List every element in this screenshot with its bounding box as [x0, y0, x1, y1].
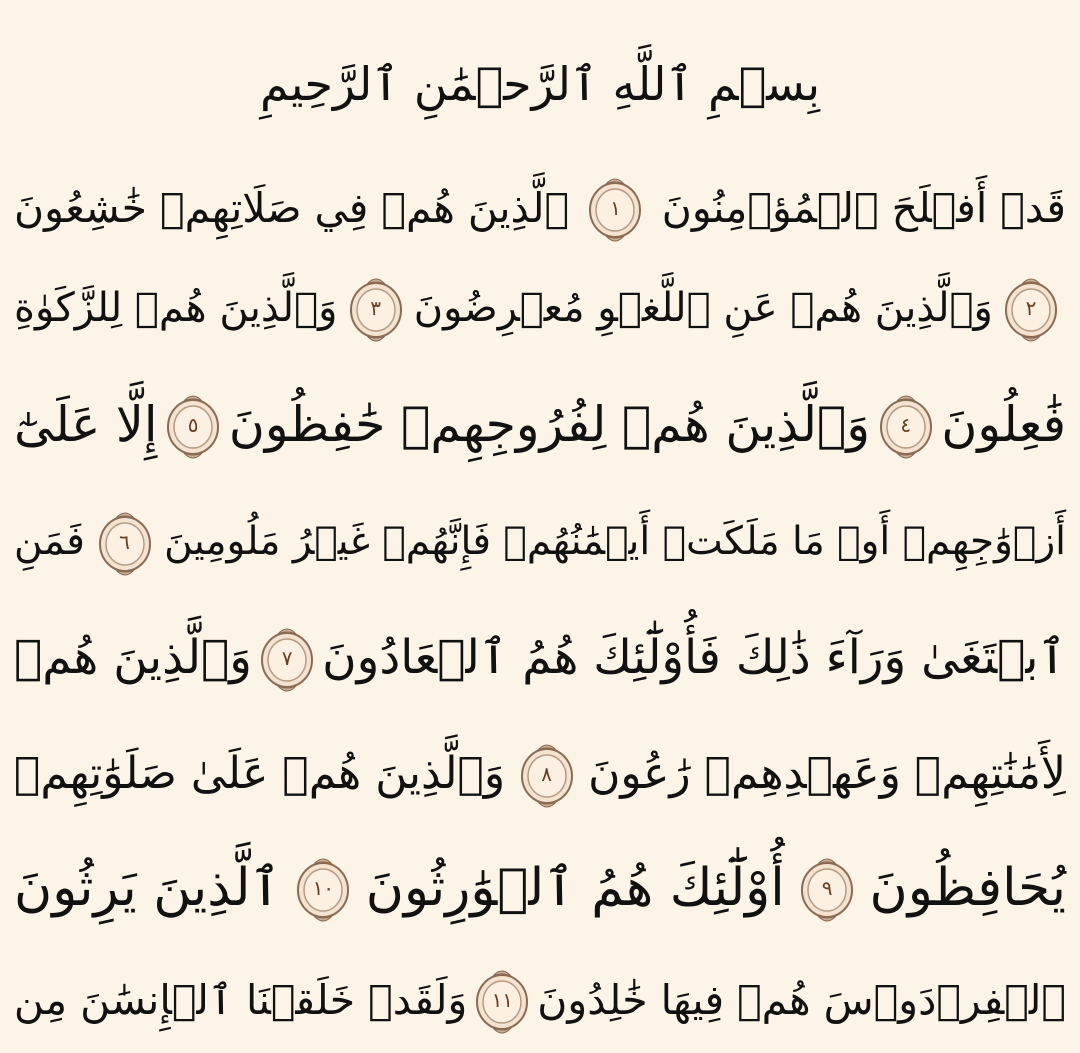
verse-line: [14, 724, 1066, 824]
ayah-number-marker: [518, 738, 576, 810]
verse-text: فَٰعِلُونَ: [941, 396, 1066, 453]
verse-text: وَٱلَّذِينَ هُمۡ لِفُرُوجِهِمۡ حَٰفِظُونَ: [228, 396, 870, 453]
ayah-number-marker: [347, 272, 405, 344]
verse-text: وَٱلَّذِينَ هُمۡ لِلزَّكَوٰةِ: [14, 285, 338, 331]
verse-text: وَلَقَدۡ خَلَقۡنَا ٱلۡإِنسَٰنَ مِن: [13, 976, 468, 1024]
ayah-number-marker: [1002, 272, 1060, 344]
ayah-number: ١١: [491, 988, 514, 1012]
verse-text: لِأَمَٰنَٰتِهِمۡ وَعَهۡدِهِمۡ رَٰعُونَ: [588, 748, 1066, 799]
verse-text: أَزۡوَٰجِهِمۡ أَوۡ مَا مَلَكَتۡ أَيۡمَٰنُهُمۡ فَإِنَّهُمۡ غَيۡرُ مَلُومِينَ: [164, 519, 1066, 564]
verse-text: ٱلَّذِينَ يَرِثُونَ: [14, 858, 281, 918]
verse-line: [14, 375, 1066, 475]
ayah-number-marker: [294, 852, 352, 924]
ayah-number: ١: [610, 196, 621, 220]
verse-text: فَمَنِ: [14, 519, 85, 564]
ayah-number-marker: [798, 852, 856, 924]
ayah-number: ٣: [370, 296, 381, 320]
ayah-number: ٨: [541, 762, 552, 786]
ayah-number-marker: [877, 389, 935, 461]
verse-text: وَٱلَّذِينَ هُمۡ عَلَىٰ صَلَوَٰتِهِمۡ: [14, 748, 506, 799]
verse-text: يُحَافِظُونَ: [869, 858, 1066, 918]
verse-line: [14, 158, 1066, 258]
verse-text: قَدۡ أَفۡلَحَ ٱلۡمُؤۡمِنُونَ: [661, 184, 1066, 232]
ayah-number: ٥: [187, 413, 199, 437]
verse-line: [14, 838, 1066, 938]
ayah-number: ١٠: [312, 876, 335, 900]
basmala: بِسۡمِ ٱللَّهِ ٱلرَّحۡمَٰنِ ٱلرَّحِيمِ: [259, 57, 821, 111]
ayah-number-marker: [96, 506, 154, 578]
verse-text: أُوْلَٰٓئِكَ هُمُ ٱلۡوَٰرِثُونَ: [365, 858, 785, 918]
ayah-number: ٤: [900, 413, 912, 437]
ayah-number-marker: [473, 964, 531, 1036]
verse-text: وَٱلَّذِينَ هُمۡ: [14, 630, 252, 685]
ayah-number-marker: [164, 389, 222, 461]
verse-line: [14, 950, 1066, 1050]
verse-text: إِلَّا عَلَىٰٓ: [14, 396, 158, 453]
verse-text: ٱلۡفِرۡدَوۡسَ هُمۡ فِيهَا خَٰلِدُونَ: [537, 976, 1066, 1024]
verse-line: [14, 258, 1066, 358]
ayah-number: ٩: [821, 876, 833, 900]
verse-text: وَٱلَّذِينَ هُمۡ عَنِ ٱللَّغۡوِ مُعۡرِضُونَ: [413, 285, 993, 331]
ayah-number: ٢: [1025, 296, 1037, 320]
ayah-number-marker: [586, 172, 644, 244]
verse-text: ٱبۡتَغَىٰ وَرَآءَ ذَٰلِكَ فَأُوْلَٰٓئِكَ هُمُ ٱلۡعَادُونَ: [322, 630, 1066, 685]
ayah-number: ٦: [119, 530, 130, 554]
ayah-number: ٧: [281, 646, 293, 670]
verse-line: [14, 608, 1066, 708]
ayah-number-marker: [258, 622, 316, 694]
verse-text: ٱلَّذِينَ هُمۡ فِي صَلَاتِهِمۡ خَٰشِعُونَ: [14, 184, 570, 232]
verse-line: [14, 492, 1066, 592]
